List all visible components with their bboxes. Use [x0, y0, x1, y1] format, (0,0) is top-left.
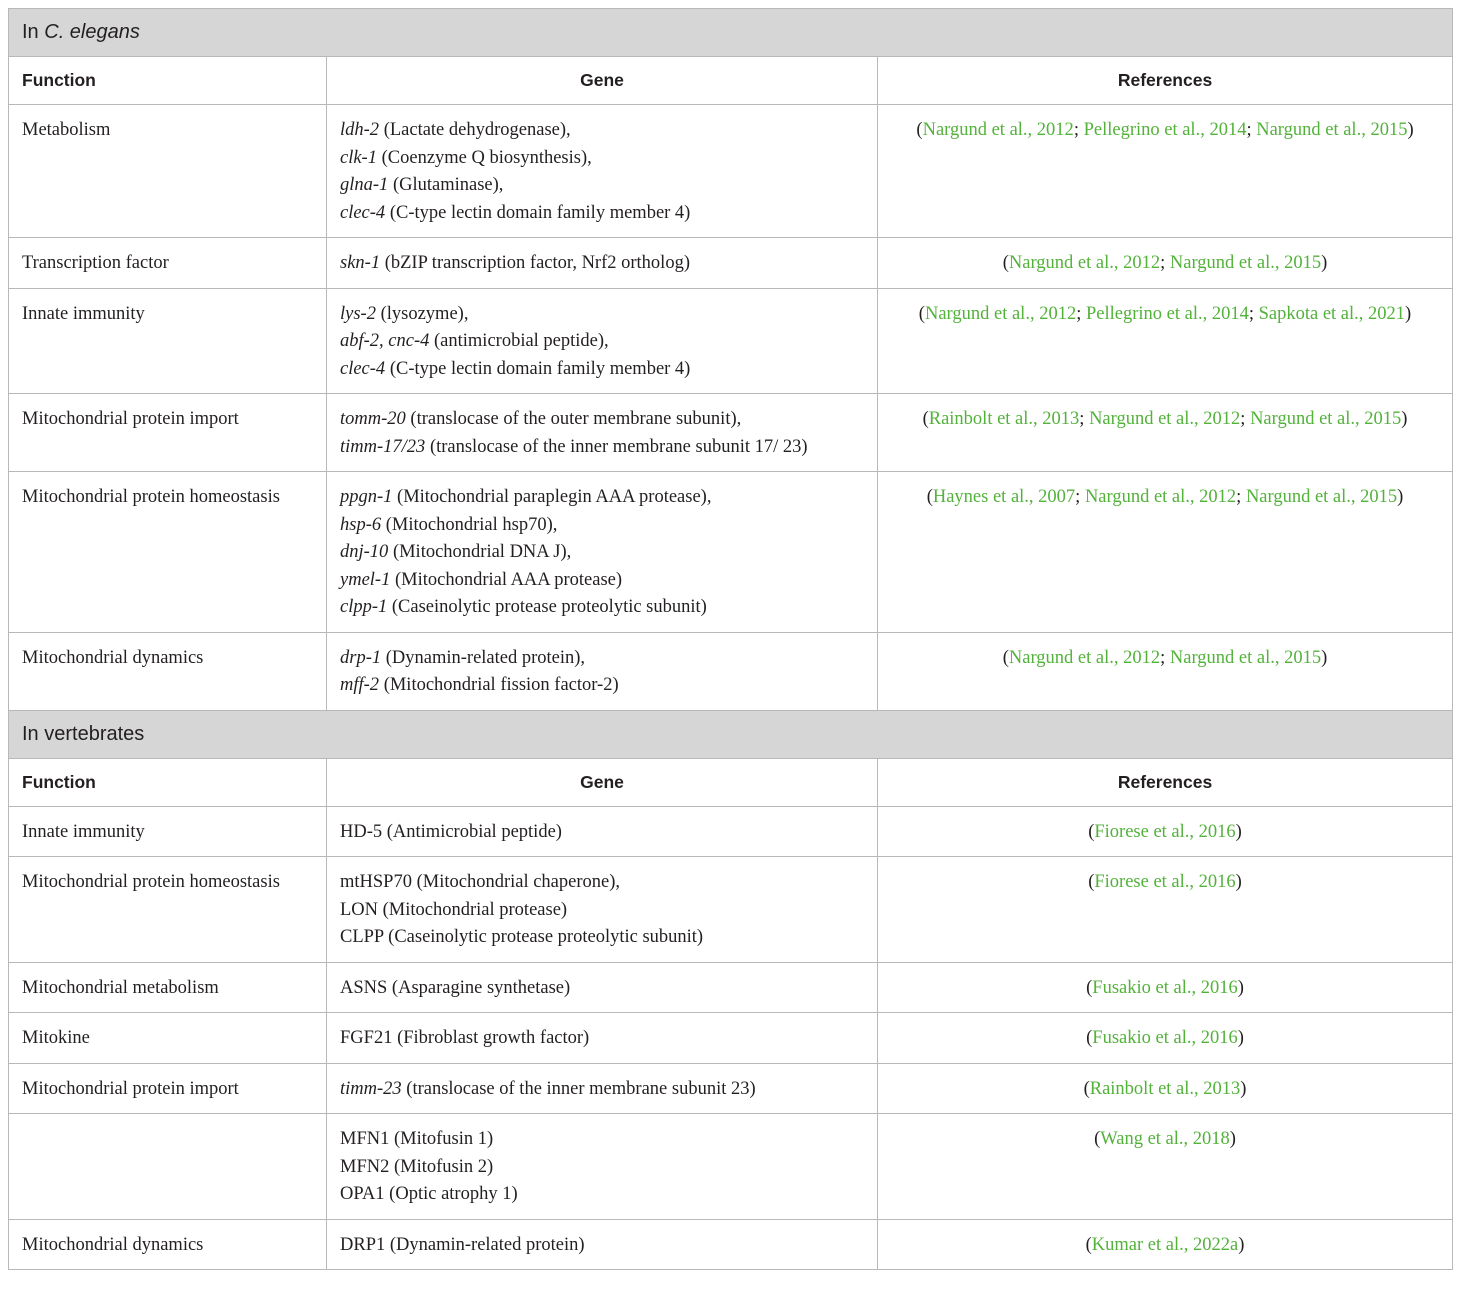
gene-description: OPA1 (Optic atrophy 1) — [340, 1184, 518, 1204]
gene-description: (translocase of the inner membrane subunit 23) — [401, 1078, 756, 1099]
gene-description: (Mitochondrial hsp70), — [381, 514, 558, 535]
reference-link[interactable]: Fiorese et al., 2016 — [1094, 872, 1236, 892]
table-body — [9, 9, 1453, 1270]
gene-entry — [340, 645, 864, 673]
gene-symbol: tomm-20 — [340, 409, 406, 429]
gene-description: (Mitochondrial paraplegin AAA protease), — [392, 487, 712, 507]
header-function: Function — [9, 57, 327, 105]
references-cell: (Fusakio et al., 2016) — [878, 1013, 1453, 1064]
table-row — [9, 288, 1453, 394]
gene-entry — [340, 356, 864, 384]
reference-link[interactable]: Nargund et al., 2012 — [1008, 253, 1161, 273]
reference-link[interactable]: Nargund et al., 2015 — [1245, 487, 1398, 507]
header-gene: Gene — [327, 57, 878, 105]
section-title — [9, 710, 1453, 758]
function-cell: Mitochondrial protein homeostasis — [9, 857, 327, 963]
reference-link[interactable]: Fiorese et al., 2016 — [1094, 821, 1236, 842]
table-row — [9, 1219, 1453, 1270]
gene-symbol: skn-1 — [340, 253, 381, 273]
gene-description: (Lactate dehydrogenase), — [379, 120, 571, 140]
gene-entry — [340, 869, 864, 897]
reference-link[interactable]: Pellegrino et al., 2014 — [1083, 120, 1247, 140]
gene-cell — [327, 962, 878, 1013]
table-row — [9, 1114, 1453, 1220]
gene-description: (Mitochondrial AAA protease) — [390, 569, 623, 590]
table-row — [9, 962, 1453, 1013]
table-row — [9, 1013, 1453, 1064]
section-header-row — [9, 9, 1453, 57]
references-cell: (Nargund et al., 2012; Pellegrino et al., 2014; Nargund et al., 2015) — [878, 105, 1453, 238]
gene-description: (C-type lectin domain family member 4) — [385, 202, 691, 223]
column-header-row — [9, 57, 1453, 105]
gene-description: (Mitochondrial fission factor-2) — [379, 675, 619, 695]
section-title-prefix: In vertebrates — [22, 722, 145, 745]
header-references: References — [878, 57, 1453, 105]
gene-entry — [340, 1181, 864, 1209]
reference-link[interactable]: Sapkota et al., 2021 — [1258, 303, 1406, 324]
gene-cell — [327, 1013, 878, 1064]
table-row — [9, 238, 1453, 289]
gene-entry — [340, 328, 864, 356]
gene-description: ASNS (Asparagine synthetase) — [340, 977, 571, 998]
references-cell: (Haynes et al., 2007; Nargund et al., 2012; Nargund et al., 2015) — [878, 472, 1453, 633]
gene-symbol: glna-1 — [340, 175, 389, 195]
reference-link[interactable]: Fusakio et al., 2016 — [1092, 1028, 1238, 1048]
gene-cell — [327, 394, 878, 472]
gene-entry — [340, 250, 864, 278]
reference-link[interactable]: Nargund et al., 2012 — [922, 120, 1074, 140]
gene-description: (Coenzyme Q biosynthesis), — [376, 147, 592, 168]
column-header-row — [9, 758, 1453, 806]
gene-description: MFN2 (Mitofusin 2) — [340, 1156, 494, 1177]
gene-cell — [327, 632, 878, 710]
reference-link[interactable]: Nargund et al., 2015 — [1169, 647, 1322, 668]
references-cell: (Fiorese et al., 2016) — [878, 857, 1453, 963]
gene-cell — [327, 472, 878, 633]
function-cell: Mitochondrial metabolism — [9, 962, 327, 1013]
gene-entry — [340, 975, 864, 1003]
table-row — [9, 472, 1453, 633]
table-row — [9, 105, 1453, 238]
gene-symbol: timm-23 — [340, 1078, 402, 1099]
gene-entry — [340, 924, 864, 952]
gene-description: DRP1 (Dynamin-related protein) — [340, 1234, 585, 1255]
reference-link[interactable]: Nargund et al., 2012 — [1084, 487, 1237, 507]
section-title — [9, 9, 1453, 57]
reference-link[interactable]: Kumar et al., 2022a — [1091, 1234, 1239, 1255]
gene-symbol: dnj-10 — [340, 542, 389, 562]
gene-symbol: clec-4 — [340, 202, 386, 223]
function-cell: Mitochondrial dynamics — [9, 632, 327, 710]
gene-entry — [340, 1025, 864, 1053]
reference-link[interactable]: Wang et al., 2018 — [1100, 1129, 1230, 1149]
function-cell: Mitochondrial dynamics — [9, 1219, 327, 1270]
function-cell — [9, 1114, 327, 1220]
function-cell: Mitochondrial protein import — [9, 1063, 327, 1114]
gene-entry — [340, 594, 864, 622]
gene-description: (antimicrobial peptide), — [429, 331, 609, 351]
gene-entry — [340, 1232, 864, 1260]
gene-description: (C-type lectin domain family member 4) — [385, 358, 691, 379]
references-cell: (Rainbolt et al., 2013; Nargund et al., 2012; Nargund et al., 2015) — [878, 394, 1453, 472]
references-cell: (Nargund et al., 2012; Pellegrino et al., 2014; Sapkota et al., 2021) — [878, 288, 1453, 394]
gene-cell — [327, 1114, 878, 1220]
gene-entry — [340, 672, 864, 700]
gene-symbol: mff-2 — [340, 675, 380, 695]
references-cell: (Fusakio et al., 2016) — [878, 962, 1453, 1013]
gene-entry — [340, 1126, 864, 1154]
gene-entry — [340, 406, 864, 434]
gene-description: (translocase of the outer membrane subunit), — [405, 409, 742, 429]
section-title-prefix: In — [22, 21, 45, 43]
table-row — [9, 806, 1453, 857]
reference-link[interactable]: Nargund et al., 2015 — [1256, 120, 1408, 140]
gene-description: CLPP (Caseinolytic protease proteolytic subunit) — [340, 927, 704, 947]
gene-entry — [340, 301, 864, 329]
gene-symbol: timm-17/23 — [340, 436, 426, 457]
reference-link[interactable]: Fusakio et al., 2016 — [1092, 977, 1238, 998]
function-cell: Mitokine — [9, 1013, 327, 1064]
reference-link[interactable]: Nargund et al., 2012 — [924, 303, 1077, 324]
reference-link[interactable]: Nargund et al., 2015 — [1169, 253, 1322, 273]
gene-function-table — [8, 8, 1453, 1270]
function-cell: Transcription factor — [9, 238, 327, 289]
reference-link[interactable]: Rainbolt et al., 2013 — [928, 409, 1080, 429]
gene-cell — [327, 806, 878, 857]
gene-entry — [340, 484, 864, 512]
table-row — [9, 857, 1453, 963]
function-cell: Mitochondrial protein homeostasis — [9, 472, 327, 633]
references-cell: (Wang et al., 2018) — [878, 1114, 1453, 1220]
gene-symbol: drp-1 — [340, 647, 382, 668]
header-gene: Gene — [327, 758, 878, 806]
gene-description: (translocase of the inner membrane subunit 17/ 23) — [425, 436, 808, 457]
gene-symbol: clec-4 — [340, 358, 386, 379]
gene-entry — [340, 145, 864, 173]
table-row — [9, 394, 1453, 472]
gene-symbol: abf-2, cnc-4 — [340, 331, 430, 351]
gene-entry — [340, 539, 864, 567]
gene-symbol: clk-1 — [340, 147, 377, 168]
gene-entry — [340, 200, 864, 228]
reference-link[interactable]: Haynes et al., 2007 — [932, 487, 1076, 507]
table-row — [9, 632, 1453, 710]
reference-link[interactable]: Rainbolt et al., 2013 — [1089, 1078, 1241, 1099]
gene-symbol: ymel-1 — [340, 569, 391, 590]
gene-entry — [340, 512, 864, 540]
gene-description: (lysozyme), — [375, 303, 469, 324]
header-references: References — [878, 758, 1453, 806]
function-cell: Innate immunity — [9, 806, 327, 857]
header-function: Function — [9, 758, 327, 806]
gene-entry — [340, 819, 864, 847]
gene-symbol: clpp-1 — [340, 597, 388, 617]
references-cell: (Rainbolt et al., 2013) — [878, 1063, 1453, 1114]
reference-link[interactable]: Nargund et al., 2012 — [1008, 647, 1161, 668]
function-cell: Innate immunity — [9, 288, 327, 394]
reference-link[interactable]: Pellegrino et al., 2014 — [1085, 303, 1249, 324]
function-cell: Mitochondrial protein import — [9, 394, 327, 472]
gene-cell — [327, 238, 878, 289]
gene-cell — [327, 857, 878, 963]
references-cell: (Kumar et al., 2022a) — [878, 1219, 1453, 1270]
gene-description: (Caseinolytic protease proteolytic subunit) — [387, 597, 707, 617]
section-title-italic: C. elegans — [44, 21, 140, 43]
gene-description: (Mitochondrial DNA J), — [388, 542, 572, 562]
gene-entry — [340, 434, 864, 462]
gene-cell — [327, 288, 878, 394]
gene-description: MFN1 (Mitofusin 1) — [340, 1129, 494, 1149]
gene-symbol: ldh-2 — [340, 120, 380, 140]
references-cell: (Nargund et al., 2012; Nargund et al., 2015) — [878, 238, 1453, 289]
gene-description: (bZIP transcription factor, Nrf2 ortholog) — [380, 253, 690, 273]
gene-entry — [340, 1154, 864, 1182]
table-row — [9, 1063, 1453, 1114]
gene-description: mtHSP70 (Mitochondrial chaperone), — [340, 872, 621, 892]
gene-symbol: hsp-6 — [340, 514, 382, 535]
gene-entry — [340, 1076, 864, 1104]
gene-description: (Dynamin-related protein), — [381, 647, 586, 668]
section-header-row — [9, 710, 1453, 758]
gene-description: LON (Mitochondrial protease) — [340, 899, 568, 920]
gene-cell — [327, 1063, 878, 1114]
gene-cell — [327, 105, 878, 238]
gene-entry — [340, 897, 864, 925]
gene-description: FGF21 (Fibroblast growth factor) — [340, 1028, 590, 1048]
gene-description: (Glutaminase), — [388, 175, 504, 195]
references-cell: (Fiorese et al., 2016) — [878, 806, 1453, 857]
gene-symbol: ppgn-1 — [340, 487, 393, 507]
gene-description: HD-5 (Antimicrobial peptide) — [340, 821, 562, 842]
gene-entry — [340, 117, 864, 145]
references-cell: (Nargund et al., 2012; Nargund et al., 2015) — [878, 632, 1453, 710]
gene-entry — [340, 567, 864, 595]
gene-entry — [340, 172, 864, 200]
reference-link[interactable]: Nargund et al., 2012 — [1089, 409, 1241, 429]
gene-cell — [327, 1219, 878, 1270]
function-cell: Metabolism — [9, 105, 327, 238]
reference-link[interactable]: Nargund et al., 2015 — [1250, 409, 1402, 429]
gene-symbol: lys-2 — [340, 303, 376, 324]
